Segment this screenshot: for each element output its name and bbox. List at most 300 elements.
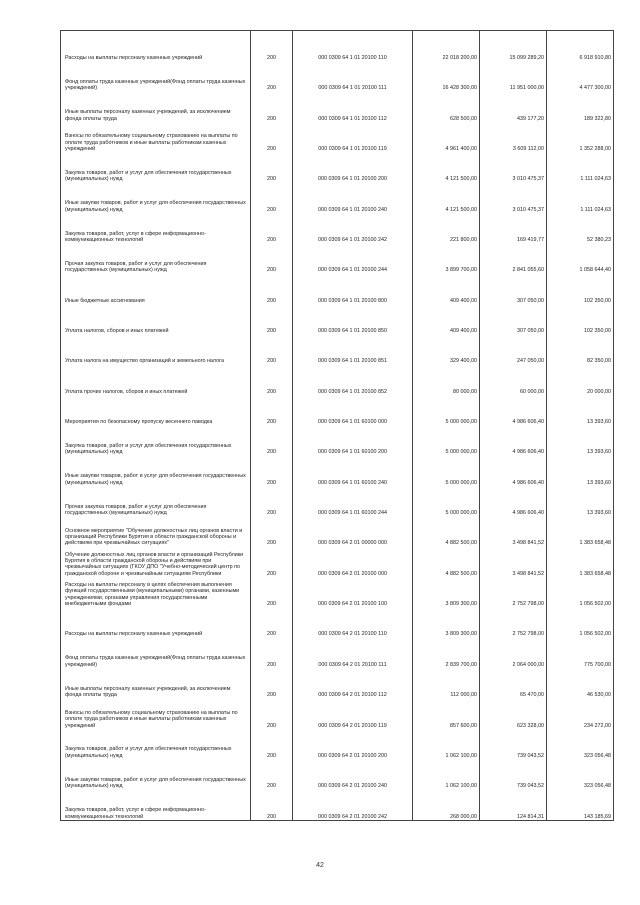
row-approved-amount-cell-text: 4 121 500,00: [445, 206, 477, 213]
row-executed-amount-cell-text: 11 951 000,00: [509, 85, 544, 92]
row-code-cell: [251, 213, 293, 243]
row-classification-code-cell: [293, 425, 413, 455]
row-name-cell-text: Взносы по обязательному социальному страхованию на выплаты по оплате труда работников и иные выплаты работникам казенных учреждений: [65, 709, 238, 729]
row-executed-amount-cell-text: 4 986 606,40: [512, 449, 544, 456]
row-name-cell-text: Прочая закупка товаров, работ и услуг для обеспечения государственных (муниципальных) нужд: [65, 260, 207, 274]
row-classification-code-cell-text: 000 0309 64 1 01 20100 110: [318, 54, 387, 61]
row-code-cell-text: 200: [267, 601, 276, 608]
row-unexecuted-amount-cell: [547, 608, 614, 638]
table-row: [61, 92, 614, 122]
row-unexecuted-amount-cell-text: 13 393,60: [587, 419, 611, 426]
row-name-cell-text: Закупка товаров, работ, услуг в сфере информационно-коммуникационных технологий: [65, 230, 206, 243]
row-name-cell-text: Закупка товаров, работ, услуг в сфере информационно-коммуникационных технологий: [65, 807, 206, 820]
row-unexecuted-amount-cell: [547, 183, 614, 213]
row-code-cell: [251, 790, 293, 821]
row-code-cell: [251, 183, 293, 213]
row-name-cell-text: Расходы на выплаты персоналу казенных учреждений: [65, 631, 203, 638]
row-name-cell-text: Закупка товаров, работ и услуг для обеспечения государственных (муниципальных) нужд: [65, 746, 232, 759]
table-row: [61, 334, 614, 364]
row-classification-code-cell: [293, 577, 413, 607]
row-executed-amount-cell: [480, 425, 547, 455]
row-name-cell: [61, 334, 251, 364]
row-approved-amount-cell-text: 112 000,00: [450, 692, 477, 699]
row-approved-amount-cell-text: 409 400,00: [450, 297, 477, 304]
row-approved-amount-cell: [413, 183, 480, 213]
row-executed-amount-cell-text: 15 099 289,20: [509, 54, 544, 61]
row-name-cell-text: Взносы по обязательному социальному страхованию на выплаты по оплате труда работников и иные выплаты работникам казенных учреждений: [65, 133, 238, 152]
table-row: [61, 243, 614, 273]
row-approved-amount-cell-text: 2 839 700,00: [445, 661, 477, 668]
row-classification-code-cell: [293, 517, 413, 547]
row-classification-code-cell: [293, 31, 413, 62]
row-unexecuted-amount-cell-text: 1 058 644,40: [579, 267, 611, 274]
row-approved-amount-cell-text: 4 882 500,00: [445, 540, 477, 547]
row-approved-amount-cell: [413, 61, 480, 91]
row-classification-code-cell-text: 000 0309 64 1 01 60100 000: [318, 419, 387, 426]
row-unexecuted-amount-cell: [547, 152, 614, 182]
row-executed-amount-cell: [480, 334, 547, 364]
row-name-cell: [61, 304, 251, 334]
row-code-cell: [251, 31, 293, 62]
row-code-cell-text: 200: [267, 176, 276, 183]
row-name-cell: [61, 668, 251, 698]
row-unexecuted-amount-cell-text: 46 530,00: [587, 692, 611, 699]
row-classification-code-cell-text: 000 0309 64 2 01 20100 240: [318, 783, 387, 790]
row-executed-amount-cell: [480, 122, 547, 152]
row-name-cell-text: Основное мероприятие "Обучение должностных лиц органов власти и организаций Республики Бурятия в области гражданской обороны и действиям при чрезвычайных ситуациях": [65, 527, 243, 547]
table-row: [61, 274, 614, 304]
table-row: [61, 152, 614, 182]
row-code-cell-text: 200: [267, 813, 276, 820]
row-classification-code-cell-text: 000 0309 64 1 01 20100 119: [318, 145, 387, 152]
row-executed-amount-cell: [480, 456, 547, 486]
row-executed-amount-cell-text: 307 050,00: [517, 297, 544, 304]
row-name-cell: [61, 425, 251, 455]
row-executed-amount-cell: [480, 668, 547, 698]
row-code-cell: [251, 274, 293, 304]
row-unexecuted-amount-cell: [547, 61, 614, 91]
row-unexecuted-amount-cell-text: 323 056,48: [584, 783, 611, 790]
row-classification-code-cell: [293, 456, 413, 486]
table-row: [61, 699, 614, 729]
row-approved-amount-cell-text: 5 000 000,00: [445, 419, 477, 426]
row-classification-code-cell-text: 000 0309 64 1 01 20100 240: [318, 206, 387, 213]
row-unexecuted-amount-cell-text: 6 918 910,80: [579, 54, 611, 61]
row-code-cell-text: 200: [267, 631, 276, 638]
row-code-cell: [251, 92, 293, 122]
row-name-cell: [61, 274, 251, 304]
row-unexecuted-amount-cell-text: 52 380,23: [587, 237, 611, 243]
row-executed-amount-cell-text: 3 609 112,00: [512, 145, 544, 152]
row-unexecuted-amount-cell: [547, 274, 614, 304]
row-name-cell-text: Иные закупки товаров, работ и услуг для обеспечения государственных (муниципальных) нужд: [65, 200, 246, 213]
row-classification-code-cell: [293, 729, 413, 759]
table-row: [61, 608, 614, 638]
row-approved-amount-cell-text: 221 800,00: [450, 237, 477, 243]
row-executed-amount-cell-text: 739 043,52: [517, 752, 544, 759]
row-unexecuted-amount-cell: [547, 547, 614, 577]
row-executed-amount-cell: [480, 759, 547, 789]
row-executed-amount-cell-text: 124 814,31: [517, 813, 544, 820]
row-approved-amount-cell: [413, 517, 480, 547]
row-executed-amount-cell-text: 2 752 798,00: [512, 601, 544, 608]
row-classification-code-cell: [293, 152, 413, 182]
row-code-cell: [251, 304, 293, 334]
row-unexecuted-amount-cell-text: 102 350,00: [584, 328, 611, 335]
row-code-cell-text: 200: [267, 510, 276, 517]
row-unexecuted-amount-cell-text: 234 272,00: [584, 722, 611, 729]
row-approved-amount-cell: [413, 638, 480, 668]
table-row: [61, 395, 614, 425]
row-classification-code-cell: [293, 243, 413, 273]
row-approved-amount-cell-text: 16 428 300,00: [442, 85, 477, 92]
table-row: [61, 365, 614, 395]
row-unexecuted-amount-cell-text: 13 393,60: [587, 479, 611, 486]
row-code-cell: [251, 759, 293, 789]
row-classification-code-cell-text: 000 0309 64 1 01 60100 200: [318, 449, 387, 456]
row-name-cell-text: Уплата налогов, сборов и иных платежей: [65, 328, 169, 335]
row-executed-amount-cell-text: 65 470,00: [520, 692, 544, 699]
row-name-cell: [61, 122, 251, 152]
row-approved-amount-cell: [413, 365, 480, 395]
row-approved-amount-cell-text: 268 000,00: [450, 813, 477, 820]
row-code-cell: [251, 61, 293, 91]
row-unexecuted-amount-cell: [547, 365, 614, 395]
row-unexecuted-amount-cell-text: 1 056 502,00: [579, 601, 611, 608]
row-unexecuted-amount-cell-text: 4 477 300,00: [579, 85, 611, 92]
row-classification-code-cell-text: 000 0309 64 2 01 20100 112: [318, 692, 387, 699]
row-executed-amount-cell-text: 4 986 606,40: [512, 419, 544, 426]
row-executed-amount-cell: [480, 243, 547, 273]
row-executed-amount-cell-text: 247 050,00: [517, 358, 544, 365]
row-classification-code-cell-text: 000 0309 64 1 01 20100 111: [318, 85, 387, 92]
row-unexecuted-amount-cell: [547, 759, 614, 789]
row-code-cell: [251, 243, 293, 273]
row-unexecuted-amount-cell: [547, 304, 614, 334]
row-code-cell-text: 200: [267, 145, 276, 152]
row-code-cell: [251, 638, 293, 668]
row-executed-amount-cell: [480, 486, 547, 516]
row-approved-amount-cell-text: 1 062 100,00: [445, 783, 477, 790]
table-row: [61, 183, 614, 213]
table-row: [61, 668, 614, 698]
row-approved-amount-cell: [413, 334, 480, 364]
row-unexecuted-amount-cell: [547, 92, 614, 122]
row-unexecuted-amount-cell: [547, 334, 614, 364]
row-executed-amount-cell-text: 4 986 606,40: [512, 479, 544, 486]
row-unexecuted-amount-cell: [547, 517, 614, 547]
row-unexecuted-amount-cell-text: 1 056 502,00: [579, 631, 611, 638]
row-unexecuted-amount-cell-text: 102 350,00: [584, 297, 611, 304]
row-code-cell-text: 200: [267, 479, 276, 486]
row-name-cell: [61, 486, 251, 516]
table-row: [61, 729, 614, 759]
row-classification-code-cell-text: 000 0309 64 2 01 20100 242: [318, 813, 387, 820]
row-name-cell-text: Фонд оплаты труда казенных учреждений(Фонд оплаты труда казенных учреждений): [65, 655, 246, 668]
row-classification-code-cell: [293, 183, 413, 213]
row-code-cell-text: 200: [267, 358, 276, 365]
row-executed-amount-cell-text: 3 010 475,37: [512, 206, 544, 213]
row-name-cell: [61, 365, 251, 395]
table-row: [61, 122, 614, 152]
row-executed-amount-cell: [480, 638, 547, 668]
row-classification-code-cell-text: 000 0309 64 1 01 20100 242: [318, 237, 387, 243]
row-code-cell: [251, 729, 293, 759]
table-row: [61, 425, 614, 455]
row-approved-amount-cell: [413, 304, 480, 334]
row-approved-amount-cell: [413, 92, 480, 122]
row-unexecuted-amount-cell-text: 1 383 658,48: [579, 570, 611, 577]
row-code-cell-text: 200: [267, 85, 276, 92]
row-code-cell-text: 200: [267, 752, 276, 759]
row-code-cell: [251, 608, 293, 638]
row-unexecuted-amount-cell: [547, 699, 614, 729]
row-name-cell: [61, 395, 251, 425]
row-approved-amount-cell-text: 4 961 400,00: [445, 145, 477, 152]
row-unexecuted-amount-cell-text: 1 111 024,63: [580, 206, 611, 213]
row-code-cell-text: 200: [267, 783, 276, 790]
row-classification-code-cell: [293, 395, 413, 425]
row-executed-amount-cell-text: 3 498 841,52: [512, 540, 544, 547]
row-name-cell-text: Иные закупки товаров, работ и услуг для обеспечения государственных (муниципальных) нужд: [65, 776, 246, 790]
row-classification-code-cell: [293, 759, 413, 789]
row-name-cell: [61, 456, 251, 486]
row-classification-code-cell-text: 000 0309 64 1 01 20100 200: [318, 176, 387, 183]
row-code-cell-text: 200: [267, 115, 276, 122]
row-classification-code-cell-text: 000 0309 64 2 01 00000 000: [318, 540, 387, 547]
row-classification-code-cell: [293, 274, 413, 304]
row-classification-code-cell: [293, 486, 413, 516]
row-classification-code-cell: [293, 790, 413, 821]
row-approved-amount-cell: [413, 699, 480, 729]
table-row: [61, 790, 614, 821]
row-approved-amount-cell-text: 628 500,00: [450, 115, 477, 122]
row-approved-amount-cell: [413, 547, 480, 577]
row-name-cell-text: Прочая закупка товаров, работ и услуг для обеспечения государственных (муниципальных) нужд: [65, 503, 207, 517]
row-unexecuted-amount-cell-text: 189 322,80: [584, 115, 611, 122]
row-executed-amount-cell-text: 307 050,00: [517, 328, 544, 335]
row-approved-amount-cell: [413, 122, 480, 152]
row-unexecuted-amount-cell: [547, 425, 614, 455]
row-name-cell: [61, 517, 251, 547]
row-classification-code-cell: [293, 547, 413, 577]
table-body: [61, 31, 614, 821]
row-name-cell: [61, 31, 251, 62]
row-code-cell-text: 200: [267, 54, 276, 61]
row-name-cell-text: Обучение должностных лиц органов власти и организаций Республики Бурятия в области гражданской обороны и действиям при чрезвычайных ситуациях (ГКОУ ДПО "Учебно-методический центр по гражданской обороне и чрезвычайным ситуациям Республики: [65, 551, 244, 577]
row-approved-amount-cell: [413, 213, 480, 243]
row-approved-amount-cell-text: 5 000 000,00: [445, 510, 477, 517]
row-executed-amount-cell: [480, 395, 547, 425]
row-executed-amount-cell: [480, 213, 547, 243]
table-row: [61, 638, 614, 668]
row-approved-amount-cell: [413, 486, 480, 516]
row-name-cell: [61, 152, 251, 182]
row-code-cell: [251, 365, 293, 395]
row-name-cell-text: Иные закупки товаров, работ и услуг для обеспечения государственных (муниципальных) нужд: [65, 473, 246, 486]
row-executed-amount-cell-text: 739 043,52: [517, 783, 544, 790]
row-unexecuted-amount-cell: [547, 729, 614, 759]
row-classification-code-cell-text: 000 0309 64 1 01 20100 112: [318, 115, 387, 122]
row-executed-amount-cell-text: 169 419,77: [517, 237, 544, 243]
row-code-cell: [251, 425, 293, 455]
row-name-cell: [61, 577, 251, 607]
row-unexecuted-amount-cell: [547, 638, 614, 668]
row-unexecuted-amount-cell: [547, 790, 614, 821]
row-approved-amount-cell-text: 3 809 300,00: [445, 631, 477, 638]
row-code-cell-text: 200: [267, 206, 276, 213]
row-code-cell-text: 200: [267, 570, 276, 577]
row-code-cell-text: 200: [267, 722, 276, 729]
row-name-cell-text: Расходы на выплаты персоналу в целях обеспечения выполнения функций государственными (муниципальными) органами, казенными учреждениями, органами управления государственными внебюджетными фондами: [65, 581, 240, 608]
row-approved-amount-cell: [413, 152, 480, 182]
row-approved-amount-cell-text: 5 000 000,00: [445, 479, 477, 486]
row-classification-code-cell-text: 000 0309 64 2 01 20100 111: [318, 661, 387, 668]
row-executed-amount-cell: [480, 365, 547, 395]
row-unexecuted-amount-cell: [547, 486, 614, 516]
row-unexecuted-amount-cell-text: 1 111 024,63: [580, 176, 611, 183]
row-name-cell: [61, 61, 251, 91]
table-row: [61, 61, 614, 91]
row-executed-amount-cell: [480, 699, 547, 729]
row-unexecuted-amount-cell-text: 82 350,00: [587, 358, 611, 365]
row-name-cell-text: Иные выплаты персоналу казенных учреждений, за исключением фонда оплаты труда: [65, 685, 231, 699]
row-classification-code-cell-text: 000 0309 64 1 01 20100 852: [318, 388, 387, 395]
row-code-cell-text: 200: [267, 267, 276, 274]
table-row: [61, 517, 614, 547]
row-executed-amount-cell: [480, 61, 547, 91]
row-name-cell-text: Иные выплаты персоналу казенных учреждений, за исключением фонда оплаты труда: [65, 109, 231, 122]
row-executed-amount-cell: [480, 304, 547, 334]
row-classification-code-cell-text: 000 0309 64 1 01 60100 240: [318, 479, 387, 486]
row-code-cell-text: 200: [267, 237, 276, 243]
row-code-cell-text: 200: [267, 388, 276, 395]
table-row: [61, 547, 614, 577]
row-unexecuted-amount-cell-text: 13 393,60: [587, 510, 611, 517]
row-classification-code-cell-text: 000 0309 64 1 01 60100 244: [318, 510, 387, 517]
row-code-cell-text: 200: [267, 661, 276, 668]
row-unexecuted-amount-cell: [547, 122, 614, 152]
row-approved-amount-cell: [413, 31, 480, 62]
row-approved-amount-cell: [413, 274, 480, 304]
row-name-cell-text: Мероприятия по безопасному пропуску весеннего паводка: [65, 419, 213, 426]
row-unexecuted-amount-cell: [547, 31, 614, 62]
row-name-cell-text: Закупка товаров, работ и услуг для обеспечения государственных (муниципальных) нужд: [65, 443, 232, 456]
budget-execution-table: [60, 30, 614, 821]
row-classification-code-cell: [293, 122, 413, 152]
row-name-cell-text: Закупка товаров, работ и услуг для обеспечения государственных (муниципальных) нужд: [65, 169, 232, 183]
row-approved-amount-cell: [413, 456, 480, 486]
row-approved-amount-cell-text: 4 121 500,00: [445, 176, 477, 183]
row-executed-amount-cell-text: 2 841 055,60: [512, 267, 544, 274]
row-executed-amount-cell: [480, 790, 547, 821]
row-name-cell-text: Фонд оплаты труда казенных учреждений(Фонд оплаты труда казенных учреждений): [65, 78, 246, 92]
row-classification-code-cell: [293, 213, 413, 243]
row-unexecuted-amount-cell: [547, 395, 614, 425]
table-row: [61, 759, 614, 789]
row-code-cell: [251, 547, 293, 577]
row-name-cell: [61, 729, 251, 759]
row-classification-code-cell-text: 000 0309 64 2 01 20100 000: [318, 570, 387, 577]
row-approved-amount-cell-text: 409 400,00: [450, 328, 477, 335]
row-executed-amount-cell-text: 3 498 841,52: [512, 570, 544, 577]
row-executed-amount-cell: [480, 152, 547, 182]
row-approved-amount-cell: [413, 729, 480, 759]
row-code-cell: [251, 456, 293, 486]
row-name-cell-text: Уплата налога на имущество организаций и земельного налога: [65, 358, 224, 365]
row-code-cell-text: 200: [267, 449, 276, 456]
row-name-cell: [61, 759, 251, 789]
row-unexecuted-amount-cell: [547, 456, 614, 486]
row-classification-code-cell: [293, 334, 413, 364]
row-unexecuted-amount-cell: [547, 213, 614, 243]
row-executed-amount-cell: [480, 608, 547, 638]
row-name-cell: [61, 547, 251, 577]
row-name-cell: [61, 213, 251, 243]
table-row: [61, 486, 614, 516]
row-code-cell-text: 200: [267, 540, 276, 547]
row-name-cell: [61, 243, 251, 273]
row-code-cell-text: 200: [267, 419, 276, 426]
row-approved-amount-cell: [413, 395, 480, 425]
row-code-cell: [251, 699, 293, 729]
row-executed-amount-cell-text: 3 010 475,37: [512, 176, 544, 183]
table-row: [61, 577, 614, 607]
row-executed-amount-cell-text: 60 000,00: [520, 388, 544, 395]
row-code-cell-text: 200: [267, 328, 276, 335]
row-code-cell: [251, 152, 293, 182]
row-unexecuted-amount-cell-text: 323 056,48: [584, 752, 611, 759]
row-unexecuted-amount-cell-text: 775 700,00: [584, 661, 611, 668]
row-executed-amount-cell: [480, 517, 547, 547]
row-unexecuted-amount-cell-text: 143 185,69: [584, 813, 611, 820]
row-classification-code-cell: [293, 668, 413, 698]
row-unexecuted-amount-cell: [547, 577, 614, 607]
row-approved-amount-cell-text: 4 882 500,00: [445, 570, 477, 577]
row-unexecuted-amount-cell-text: 1 352 288,00: [579, 145, 611, 152]
row-classification-code-cell-text: 000 0309 64 2 01 20100 119: [318, 722, 387, 729]
row-classification-code-cell: [293, 61, 413, 91]
row-executed-amount-cell-text: 2 752 798,00: [512, 631, 544, 638]
row-executed-amount-cell: [480, 577, 547, 607]
row-executed-amount-cell: [480, 547, 547, 577]
row-code-cell: [251, 395, 293, 425]
row-approved-amount-cell-text: 857 600,00: [450, 722, 477, 729]
row-name-cell: [61, 183, 251, 213]
row-code-cell: [251, 122, 293, 152]
table-row: [61, 304, 614, 334]
row-name-cell: [61, 92, 251, 122]
row-name-cell-text: Уплата прочих налогов, сборов и иных платежей: [65, 388, 188, 395]
row-approved-amount-cell-text: 3 809 300,00: [445, 601, 477, 608]
row-code-cell: [251, 577, 293, 607]
row-approved-amount-cell: [413, 759, 480, 789]
row-approved-amount-cell-text: 1 062 100,00: [445, 752, 477, 759]
row-executed-amount-cell-text: 439 177,20: [517, 115, 544, 122]
row-executed-amount-cell: [480, 92, 547, 122]
row-name-cell: [61, 699, 251, 729]
row-executed-amount-cell-text: 623 328,00: [517, 722, 544, 729]
row-classification-code-cell-text: 000 0309 64 1 01 20100 244: [318, 267, 387, 274]
row-classification-code-cell-text: 000 0309 64 2 01 20100 110: [318, 631, 387, 638]
row-code-cell: [251, 486, 293, 516]
row-executed-amount-cell-text: 2 064 000,00: [512, 661, 544, 668]
row-approved-amount-cell-text: 22 018 200,00: [442, 54, 477, 61]
table-row: [61, 456, 614, 486]
row-approved-amount-cell-text: 329 400,00: [450, 358, 477, 365]
row-approved-amount-cell-text: 80 000,00: [453, 388, 477, 395]
row-name-cell-text: Расходы на выплаты персоналу казенных учреждений: [65, 54, 203, 61]
